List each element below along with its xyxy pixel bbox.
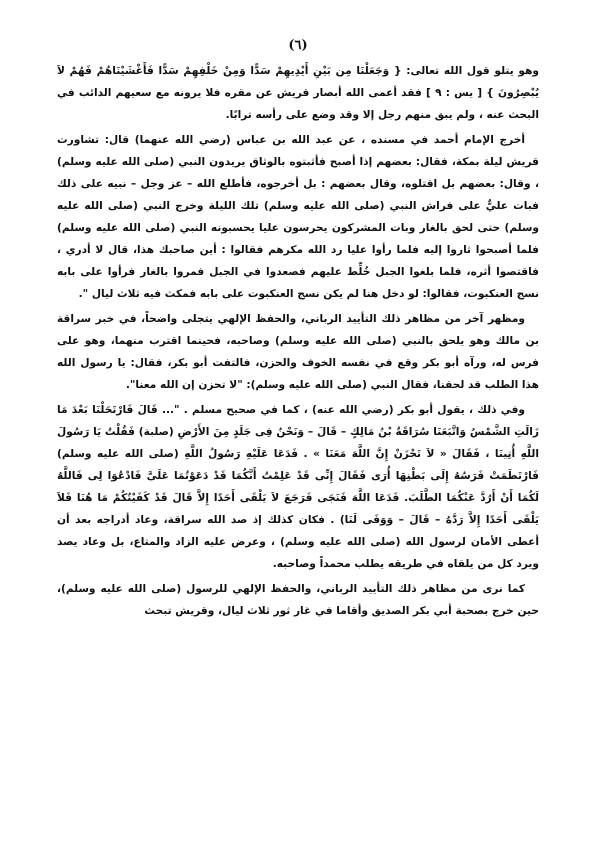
paragraph: أخرج الإمام أحمد في مسنده ، عن عبد الله بن عباس (رضي الله عنهما) قال: تشاورت قريش ليلة بمكة، فقال: بعضهم إذا أصبح فأثبتوه بالوثاق يريدون النبي (صلى الله عليه وسلم) ، وقال: بعضهم بل اقتلوه، وقال بعضهم : بل أخرجوه، فأطلع الله – عز وجل – نبيه على ذلك فبات عليٌّ على فراش النبي (صلى الله عليه وسلم) تلك الليلة وخرج النبي (صلى الله عليه وسلم) حتى لحق بالغار وبات المشركون يحرسون عليا يحسبونه النبي (صلى الله عليه وسلم) فلما أصبحوا ثاروا إليه فلما رأوا عليا رد الله مكرهم فقالوا : أين صاحبك هذا، قال لا أدري ، فاقتصوا أثره، فلما بلغوا الجبل خُلِّط عليهم فصعدوا في الجبل فمروا بالغار فرأوا على بابه نسج العنكبوت، فقالوا: لو دخل هنا لم يكن نسج العنكبوت على بابه فمكث فيه ثلاث ليال ". bbox=[57, 134, 539, 300]
paragraph: وفي ذلك ، يقول أبو بكر (رضي الله عنه) ، كما في صحيح مسلم . "... قَالَ فَارْتَحَلْنَا بَعْدَ مَا زَالَتِ الشَّمْسُ وَاتَّبَعَنَا سُرَاقَةُ بْنُ مَالِكٍ – قَالَ – وَنَحْنُ فِى جَلَدٍ مِنَ الأَرْضِ (صلبة) فَقُلْتُ يَا رَسُولَ اللَّهِ أُتِينَا ، فَقَالَ « لاَ تَحْزَنْ إِنَّ اللَّهَ مَعَنَا » . فَدَعَا عَلَيْهِ رَسُولُ اللَّهِ (صلى الله عليه وسلم) فَارْتَطَمَتْ فَرَسُهُ إِلَى بَطْنِهَا أُرَى فَقَالَ إِنِّى قَدْ عَلِمْتُ أَنَّكُمَا قَدْ دَعَوْتُمَا عَلَىَّ فَادْعُوَا لِى فَاللَّهُ لَكُمَا أَنْ أَرُدَّ عَنْكُمَا الطَّلَبَ. فَدَعَا اللَّهَ فَنَجَى فَرَجَعَ لاَ يَلْقَى أَحَدًا إِلاَّ قَالَ قَدْ كَفَيْتُكُمْ مَا هُنَا فَلاَ يَلْقَى أَحَدًا إِلاَّ رَدَّهُ – قَالَ – وَوَفَى لَنَا) . فكان كذلك إذ صد الله سراقة، وعاد أدراجه بعد أن أعطى الأمان لرسول الله (صلى الله عليه وسلم) ، وعرض عليه الزاد والمتاع، بل وعاد يصد ويرد كل من يلقاه في طريقه يطلب محمداً وصاحبه. bbox=[57, 404, 539, 570]
body-text bbox=[57, 60, 539, 625]
paragraph: ومظهر آخر من مظاهر ذلك التأييد الرباني، والحفظ الإلهي يتجلى واضحاً، في خبر سراقة بن مالك وهو يلحق بالنبي (صلى الله عليه وسلم) وصاحبه، فحينما اقترب منهما، وهو على فرس له، ورآه أبو بكر وقع في نفسه الخوف والحزن، فالتفت أبو بكر، فقال: يا رسول الله هذا الطلب قد لحقنا، فقال النبي (صلى الله عليه وسلم): "لا تحزن إن الله معنا". bbox=[57, 313, 539, 391]
page-number: (٦) bbox=[288, 38, 308, 53]
paragraph: كما نرى من مظاهر ذلك التأييد الرباني، والحفظ الإلهي للرسول (صلى الله عليه وسلم)، حين خرج بصحبة أبي بكر الصديق وأقاما في غار ثور ثلاث ليال، وقريش تبحث bbox=[57, 583, 539, 617]
paragraph: وهو يتلو قول الله تعالى: { وَجَعَلْنَا مِن بَيْنِ أَيْدِيهِمْ سَدًّا وَمِنْ خَلْفِهِمْ سَدًّا فَأَغْشَيْنَاهُمْ فَهُمْ لاَ يُبْصِرُونَ } [ يس : ٩ ] فقد أعمى الله أبصار قريش عن مقره فلا يرونه مع سعيهم الدائب في البحث عنه ، ولم يبق منهم رجل إلا وقد وضع على رأسه ترابًا. bbox=[57, 65, 539, 121]
